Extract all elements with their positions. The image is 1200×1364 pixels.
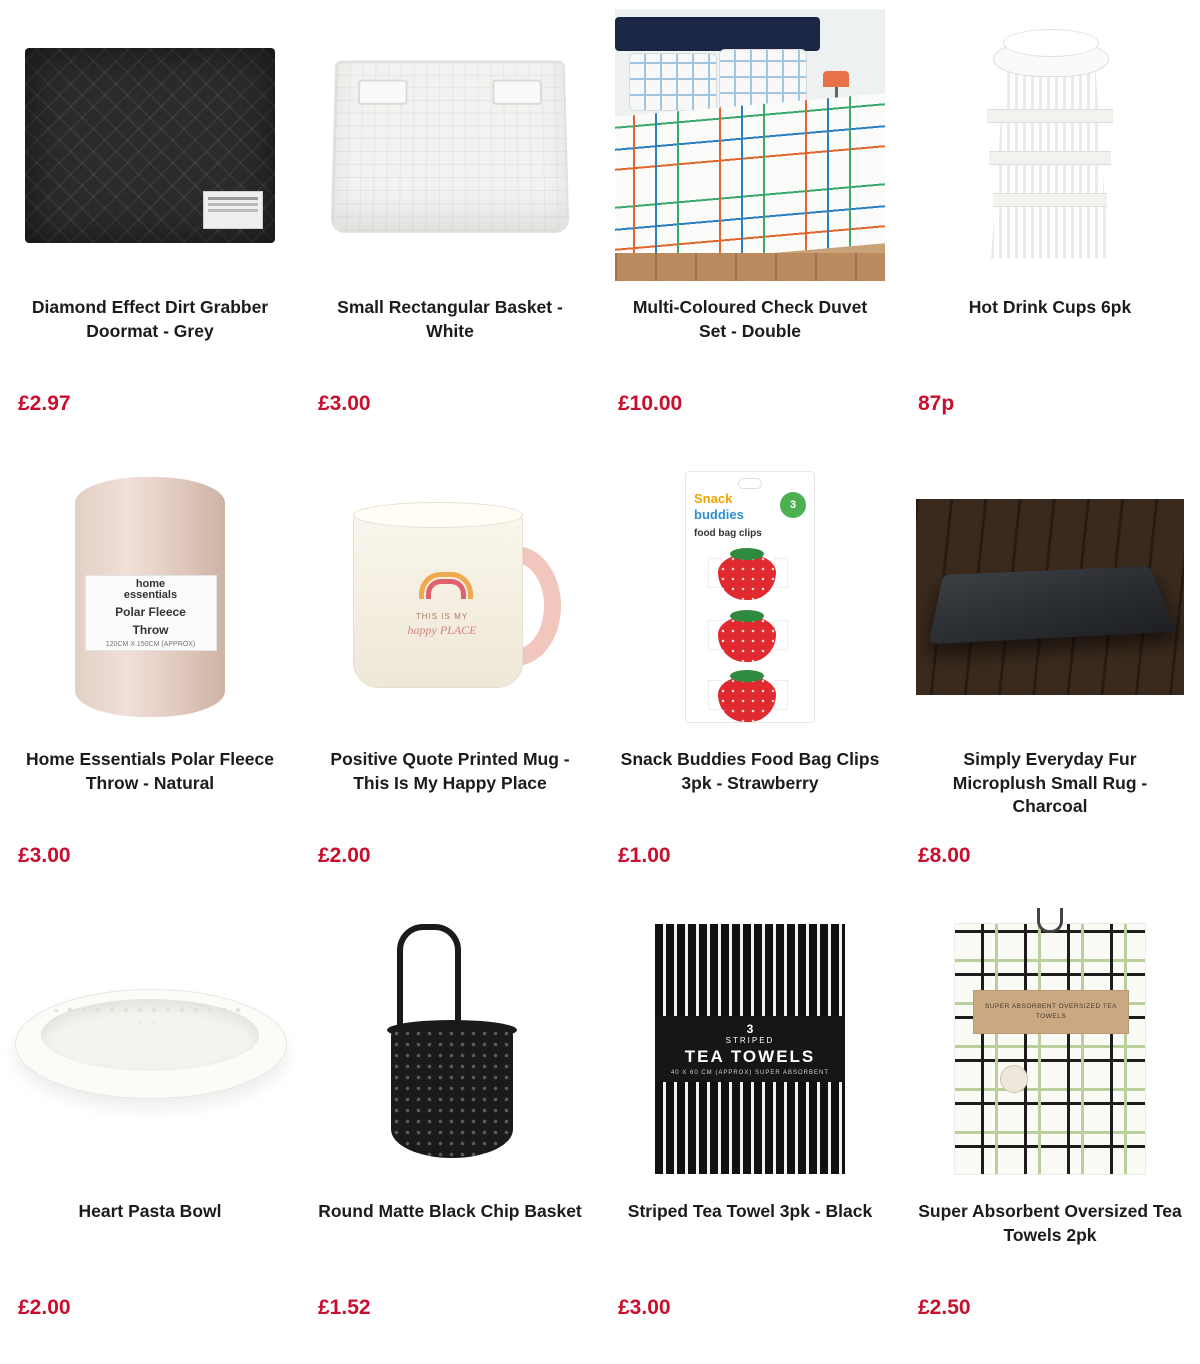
product-title: Small Rectangular Basket - White (337, 297, 563, 341)
mug-quote-line-1: THIS IS MY (415, 611, 469, 621)
throw-brand-2: essentials (123, 588, 178, 601)
product-image-bowl[interactable] (0, 904, 300, 1194)
product-title: Striped Tea Towel 3pk - Black (627, 1201, 873, 1221)
clips-brand-2: buddies (694, 507, 744, 522)
product-title: Home Essentials Polar Fleece Throw - Natural (25, 749, 275, 793)
product-price: £2.50 (918, 1296, 971, 1319)
product-card[interactable] (300, 0, 600, 452)
product-image-doormat[interactable] (0, 0, 300, 290)
product-card[interactable] (900, 904, 1200, 1356)
product-image-cups[interactable] (900, 0, 1200, 290)
product-title: Hot Drink Cups 6pk (968, 297, 1132, 317)
check-towel-wrap-label: SUPER ABSORBENT OVERSIZED TEA TOWELS (984, 1003, 1117, 1020)
clips-subtitle: food bag clips (694, 528, 762, 539)
product-card[interactable] (0, 904, 300, 1356)
product-price: £3.00 (318, 392, 371, 415)
product-image-clips[interactable] (600, 452, 900, 742)
product-image-rug[interactable] (900, 452, 1200, 742)
clips-brand: Snack (694, 491, 733, 506)
product-price: £2.97 (18, 392, 71, 415)
throw-size: 120CM X 150CM (APPROX) (105, 640, 196, 648)
product-card[interactable] (0, 452, 300, 904)
towels-striped-label: STRIPED (725, 1036, 775, 1045)
product-card[interactable] (900, 452, 1200, 904)
product-title: Diamond Effect Dirt Grabber Doormat - Grey (31, 297, 269, 341)
towels-footnote: 40 X 60 CM (APPROX) SUPER ABSORBENT (670, 1070, 830, 1076)
towels-title: TEA TOWELS (684, 1047, 816, 1066)
throw-brand: home (135, 577, 166, 590)
product-image-mug[interactable] (300, 452, 600, 742)
throw-name-2: Throw (132, 622, 169, 637)
product-card[interactable] (600, 0, 900, 452)
product-title: Simply Everyday Fur Microplush Small Rug - Charcoal (952, 749, 1148, 817)
product-price: £2.00 (318, 844, 371, 867)
product-card[interactable] (600, 904, 900, 1356)
product-price: £10.00 (618, 392, 683, 415)
towels-count: 3 (746, 1022, 754, 1036)
product-price: £3.00 (618, 1296, 671, 1319)
throw-name: Polar Fleece (115, 604, 186, 619)
product-price: £2.00 (18, 1296, 71, 1319)
product-card[interactable] (0, 0, 300, 452)
product-price: £8.00 (918, 844, 971, 867)
product-card[interactable] (900, 0, 1200, 452)
product-card[interactable] (300, 904, 600, 1356)
product-title: Heart Pasta Bowl (78, 1201, 222, 1221)
product-title: Multi-Coloured Check Duvet Set - Double (632, 297, 868, 341)
product-price: £1.52 (318, 1296, 371, 1319)
product-image-chip-basket[interactable] (300, 904, 600, 1194)
product-price: £1.00 (618, 844, 671, 867)
product-image-throw[interactable] (0, 452, 300, 742)
product-image-duvet[interactable] (600, 0, 900, 290)
clips-count-badge: 3 (780, 492, 806, 518)
product-title: Round Matte Black Chip Basket (318, 1201, 582, 1221)
hook-icon (1037, 908, 1063, 933)
product-image-check-tea-towels[interactable] (900, 904, 1200, 1194)
mug-quote-line-2: happy PLACE (407, 622, 477, 637)
product-title: Super Absorbent Oversized Tea Towels 2pk (918, 1201, 1182, 1245)
product-title: Snack Buddies Food Bag Clips 3pk - Strawberry (620, 749, 880, 793)
product-image-basket[interactable] (300, 0, 600, 290)
product-card[interactable] (600, 452, 900, 904)
product-card[interactable] (300, 452, 600, 904)
product-price: £3.00 (18, 844, 71, 867)
product-image-striped-tea-towels[interactable] (600, 904, 900, 1194)
product-title: Positive Quote Printed Mug - This Is My Happy Place (330, 749, 570, 793)
product-price: 87p (918, 392, 955, 415)
